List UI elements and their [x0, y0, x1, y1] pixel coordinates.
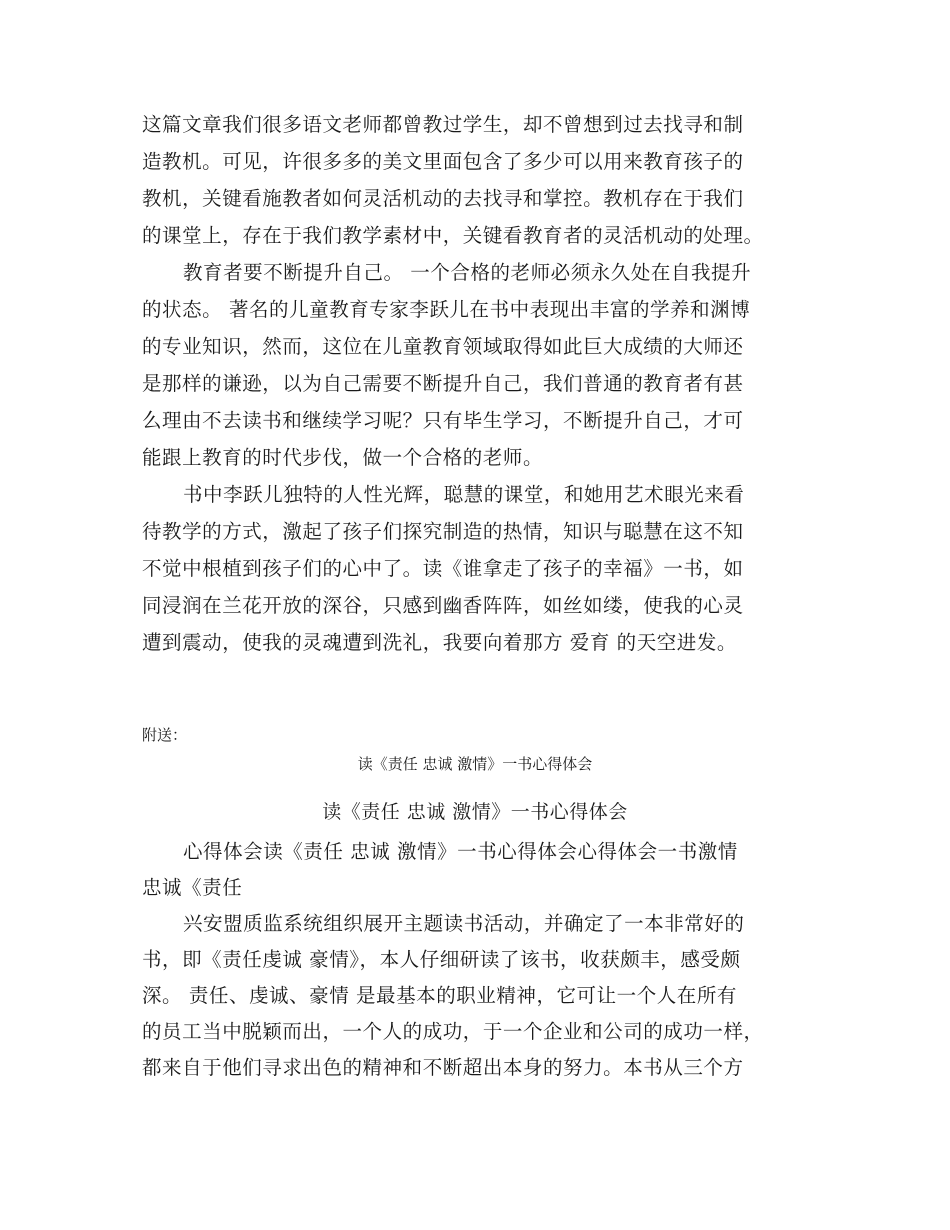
body-line: 深。 责任、虔诚、豪情 是最基本的职业精神，它可让一个人在所有 — [142, 984, 737, 1007]
body-line: 是那样的谦逊，以为自己需要不断提升自己，我们普通的教育者有甚 — [142, 372, 744, 395]
body-line: 遭到震动，使我的灵魂遭到洗礼，我要向着那方 爱育 的天空进发。 — [142, 631, 737, 654]
body-line: 待教学的方式，激起了孩子们探究制造的热情，知识与聪慧在这不知 — [142, 520, 744, 543]
body-line: 书，即《责任虔诚 豪情》，本人仔细研读了该书，收获颇丰，感受颇 — [142, 948, 741, 971]
body-line: 的状态。 著名的儿童教育专家李跃儿在书中表现出丰富的学养和渊博 — [142, 298, 751, 321]
appendix-heading: 读《责任 忠诚 激情》一书心得体会 — [322, 801, 628, 823]
body-line: 教育者要不断提升自己。 一个合格的老师必须永久处在自我提升 — [183, 261, 752, 284]
body-line: 的专业知识，然而，这位在儿童教育领域取得如此巨大成绩的大师还 — [142, 335, 744, 358]
body-line: 这篇文章我们很多语文老师都曾教过学生，却不曾想到过去找寻和制 — [142, 113, 744, 136]
body-line: 心得体会读《责任 忠诚 激情》一书心得体会心得体会一书激情 — [183, 840, 738, 863]
body-line: 不觉中根植到孩子们的心中了。读《谁拿走了孩子的幸福》一书，如 — [142, 557, 744, 580]
appendix-text-section — [142, 834, 822, 1086]
body-line: 的员工当中脱颖而出，一个人的成功，于一个企业和公司的成功一样， — [142, 1020, 764, 1043]
body-line: 书中李跃儿独特的人性光辉，聪慧的课堂，和她用艺术眼光来看 — [183, 483, 745, 506]
body-line: 么理由不去读书和继续学习呢？只有毕生学习，不断提升自己，才可 — [142, 409, 744, 432]
body-text-section — [142, 106, 822, 661]
body-line: 能跟上教育的时代步伐，做一个合格的老师。 — [142, 446, 544, 469]
appendix-label: 附送： — [142, 726, 188, 744]
body-line: 造教机。可见，许很多多的美文里面包含了多少可以用来教育孩子的 — [142, 150, 744, 173]
body-line: 教机，关键看施教者如何灵活机动的去找寻和掌控。教机存在于我们 — [142, 187, 744, 210]
body-line: 同浸润在兰花开放的深谷，只感到幽香阵阵，如丝如缕，使我的心灵 — [142, 594, 744, 617]
body-line: 兴安盟质监系统组织展开主题读书活动，并确定了一本非常好的 — [183, 912, 745, 935]
body-line: 都来自于他们寻求出色的精神和不断超出本身的努力。本书从三个方 — [142, 1056, 744, 1079]
appendix-small-title: 读《责任 忠诚 激情》一书心得体会 — [357, 755, 593, 773]
body-line: 忠诚《责任 — [142, 876, 243, 899]
body-line: 的课堂上，存在于我们教学素材中，关键看教育者的灵活机动的处理。 — [142, 224, 764, 247]
